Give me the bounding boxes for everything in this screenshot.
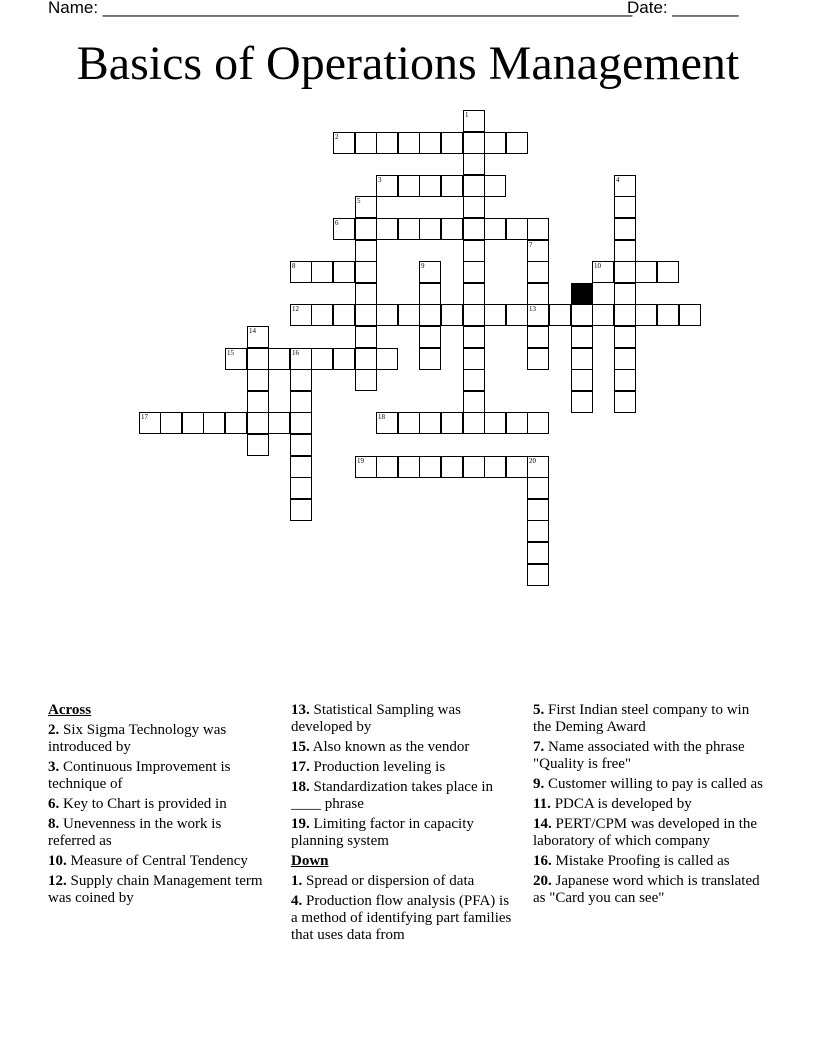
crossword-cell[interactable] (355, 283, 377, 305)
crossword-cell[interactable] (527, 218, 549, 240)
crossword-cell[interactable] (463, 132, 485, 154)
crossword-cell[interactable] (203, 412, 225, 434)
crossword-cell[interactable] (463, 153, 485, 175)
crossword-cell[interactable] (355, 348, 377, 370)
across-clue-list-part-2 (291, 702, 517, 850)
crossword-cell[interactable] (571, 391, 593, 413)
crossword-cell[interactable] (463, 369, 485, 391)
clue-text: Unevenness in the work is referred as (48, 816, 222, 849)
crossword-cell[interactable] (333, 218, 355, 240)
crossword-cell[interactable] (268, 412, 290, 434)
crossword-cell[interactable] (484, 175, 506, 197)
crossword-cell[interactable] (527, 240, 549, 262)
crossword-cell[interactable] (419, 456, 441, 478)
crossword-cell[interactable] (614, 175, 636, 197)
cell-number: 16 (292, 349, 299, 357)
crossword-cell[interactable] (247, 369, 269, 391)
across-clue-list-part-1 (48, 722, 268, 907)
crossword-cell[interactable] (614, 218, 636, 240)
across-clue-17 (291, 759, 517, 776)
crossword-cell[interactable] (614, 283, 636, 305)
clue-text: Name associated with the phrase "Quality is free" (533, 739, 745, 772)
crossword-cell[interactable] (527, 283, 549, 305)
clue-number: 17. (291, 759, 310, 775)
clue-text: Production leveling is (309, 759, 446, 775)
down-clue-7 (533, 739, 763, 773)
crossword-cell[interactable] (311, 304, 333, 326)
crossword-cell[interactable] (247, 326, 269, 348)
crossword-cell[interactable] (311, 261, 333, 283)
crossword-cell[interactable] (355, 369, 377, 391)
crossword-cell[interactable] (571, 369, 593, 391)
clue-number: 7. (533, 739, 545, 755)
crossword-cell[interactable] (268, 348, 290, 370)
cell-number: 8 (292, 262, 296, 270)
crossword-cell[interactable] (290, 261, 312, 283)
crossword-cell[interactable] (463, 283, 485, 305)
crossword-cell[interactable] (290, 434, 312, 456)
cell-number: 10 (594, 262, 601, 270)
crossword-cell[interactable] (614, 196, 636, 218)
clue-text: Continuous Improvement is technique of (48, 759, 231, 792)
across-clue-12 (48, 873, 268, 907)
down-clue-20 (533, 873, 763, 907)
crossword-cell[interactable] (398, 304, 420, 326)
crossword-cell[interactable] (463, 456, 485, 478)
clue-text: Measure of Central Tendency (66, 853, 248, 869)
clue-number: 15. (291, 739, 310, 755)
down-clue-list-part-2 (533, 702, 763, 907)
crossword-cell[interactable] (290, 499, 312, 521)
crossword-cell[interactable] (419, 348, 441, 370)
crossword-cell[interactable] (527, 456, 549, 478)
cell-number: 17 (141, 413, 148, 421)
clue-number: 5. (533, 702, 545, 718)
crossword-cell[interactable] (614, 326, 636, 348)
clue-text: Production flow analysis (PFA) is a method of identifying part families that uses data from (291, 893, 512, 943)
crossword-cell[interactable] (463, 412, 485, 434)
down-clue-9 (533, 776, 763, 793)
crossword-cell[interactable] (635, 261, 657, 283)
cell-number: 6 (335, 219, 339, 227)
across-clue-15 (291, 739, 517, 756)
crossword-cell[interactable] (614, 369, 636, 391)
clue-number: 2. (48, 722, 60, 738)
crossword-cell[interactable] (592, 261, 614, 283)
cell-number: 1 (465, 111, 469, 119)
clue-text: PDCA is developed by (550, 796, 692, 812)
crossword-cell[interactable] (290, 348, 312, 370)
cell-number: 7 (529, 241, 533, 249)
crossword-cell[interactable] (355, 456, 377, 478)
crossword-cell[interactable] (506, 132, 528, 154)
crossword-cell[interactable] (355, 304, 377, 326)
crossword-cell[interactable] (463, 391, 485, 413)
crossword-cell[interactable] (419, 326, 441, 348)
clue-text: Supply chain Management term was coined by (48, 873, 263, 906)
crossword-cell[interactable] (290, 304, 312, 326)
crossword-cell[interactable] (506, 218, 528, 240)
crossword-cell[interactable] (527, 520, 549, 542)
crossword-cell[interactable] (398, 218, 420, 240)
clue-text: Also known as the vendor (309, 739, 470, 755)
crossword-cell[interactable] (463, 348, 485, 370)
down-clue-1 (291, 873, 517, 890)
cell-number: 13 (529, 305, 536, 313)
down-clue-4 (291, 893, 517, 944)
crossword-cell[interactable] (376, 218, 398, 240)
down-clue-16 (533, 853, 763, 870)
crossword-cell[interactable] (419, 304, 441, 326)
crossword-cell[interactable] (355, 218, 377, 240)
down-clue-5 (533, 702, 763, 736)
cell-number: 3 (378, 176, 382, 184)
crossword-cell[interactable] (419, 175, 441, 197)
clue-text: Mistake Proofing is called as (551, 853, 730, 869)
crossword-cell[interactable] (527, 412, 549, 434)
crossword-cell[interactable] (463, 261, 485, 283)
crossword-cell[interactable] (484, 218, 506, 240)
across-clue-3 (48, 759, 268, 793)
crossword-cell[interactable] (549, 304, 571, 326)
crossword-cell[interactable] (355, 326, 377, 348)
clues-column-3 (533, 702, 763, 910)
crossword-cell[interactable] (419, 261, 441, 283)
down-clue-11 (533, 796, 763, 813)
crossword-cell[interactable] (398, 132, 420, 154)
crossword-cell[interactable] (484, 304, 506, 326)
page-title: Basics of Operations Management (76, 37, 740, 90)
clue-text: Limiting factor in capacity planning system (291, 816, 474, 849)
crossword-cell[interactable] (333, 304, 355, 326)
clue-number: 14. (533, 816, 552, 832)
cell-number: 4 (616, 176, 620, 184)
crossword-cell[interactable] (657, 304, 679, 326)
crossword-cell[interactable] (290, 456, 312, 478)
crossword-cell[interactable] (527, 304, 549, 326)
crossword-cell[interactable] (571, 348, 593, 370)
crossword-cell[interactable] (139, 412, 161, 434)
crossword-cell[interactable] (527, 326, 549, 348)
crossword-cell[interactable] (247, 391, 269, 413)
crossword-cell[interactable] (355, 196, 377, 218)
date-field-label[interactable]: Date: _______ (627, 0, 739, 17)
clue-number: 19. (291, 816, 310, 832)
crossword-cell[interactable] (333, 132, 355, 154)
clue-number: 3. (48, 759, 60, 775)
crossword-cell[interactable] (398, 175, 420, 197)
clue-text: Key to Chart is provided in (59, 796, 227, 812)
crossword-cell[interactable] (247, 412, 269, 434)
crossword-cell[interactable] (182, 412, 204, 434)
clue-number: 4. (291, 893, 303, 909)
crossword-cell[interactable] (441, 175, 463, 197)
clue-text: Spread or dispersion of data (302, 873, 475, 889)
crossword-cell[interactable] (527, 261, 549, 283)
cell-number: 9 (421, 262, 425, 270)
crossword-cell[interactable] (614, 240, 636, 262)
crossword-cell[interactable] (679, 304, 701, 326)
crossword-cell[interactable] (614, 304, 636, 326)
crossword-cell[interactable] (376, 456, 398, 478)
name-field-label[interactable]: Name: ________________________________________________________ (48, 0, 633, 17)
across-clue-19 (291, 816, 517, 850)
crossword-cell[interactable] (527, 564, 549, 586)
down-heading: Down (291, 853, 329, 869)
crossword-cell[interactable] (614, 391, 636, 413)
crossword-cell[interactable] (484, 412, 506, 434)
crossword-cell[interactable] (419, 283, 441, 305)
clues-column-1 (48, 702, 268, 910)
down-clue-list-part-1 (291, 873, 517, 944)
crossword-cell[interactable] (290, 391, 312, 413)
crossword-cell[interactable] (376, 132, 398, 154)
crossword-cell[interactable] (419, 412, 441, 434)
crossword-cell[interactable] (398, 412, 420, 434)
cell-number: 14 (249, 327, 256, 335)
crossword-cell[interactable] (225, 412, 247, 434)
clue-number: 9. (533, 776, 545, 792)
crossword-cell[interactable] (506, 304, 528, 326)
across-clue-6 (48, 796, 268, 813)
clue-text: Customer willing to pay is called as (544, 776, 763, 792)
crossword-cell[interactable] (592, 304, 614, 326)
crossword-cell[interactable] (376, 412, 398, 434)
crossword-cell[interactable] (506, 412, 528, 434)
crossword-cell[interactable] (463, 304, 485, 326)
clue-number: 1. (291, 873, 303, 889)
cell-number: 12 (292, 305, 299, 313)
cell-number: 19 (357, 457, 364, 465)
crossword-cell[interactable] (441, 132, 463, 154)
crossword-cell[interactable] (463, 196, 485, 218)
crossword-cell[interactable] (484, 456, 506, 478)
clue-text: First Indian steel company to win the Deming Award (533, 702, 750, 735)
cell-number: 20 (529, 457, 536, 465)
crossword-cell[interactable] (484, 132, 506, 154)
clue-text: Standardization takes place in ____ phrase (291, 779, 494, 812)
cell-number: 15 (227, 349, 234, 357)
crossword-cell[interactable] (311, 348, 333, 370)
crossword-cell[interactable] (614, 348, 636, 370)
clue-text: Statistical Sampling was developed by (291, 702, 461, 735)
crossword-cell[interactable] (398, 456, 420, 478)
crossword-cell[interactable] (290, 412, 312, 434)
clue-number: 13. (291, 702, 310, 718)
clue-number: 6. (48, 796, 60, 812)
clue-text: PERT/CPM was developed in the laboratory of which company (533, 816, 758, 849)
clue-number: 10. (48, 853, 67, 869)
crossword-cell[interactable] (463, 218, 485, 240)
across-clue-2 (48, 722, 268, 756)
crossword-cell[interactable] (463, 326, 485, 348)
crossword-cell[interactable] (527, 542, 549, 564)
clues-column-2 (291, 702, 517, 947)
clue-number: 16. (533, 853, 552, 869)
clue-number: 11. (533, 796, 551, 812)
clue-number: 8. (48, 816, 60, 832)
crossword-cell[interactable] (614, 261, 636, 283)
crossword-cell[interactable] (441, 218, 463, 240)
crossword-cell[interactable] (463, 175, 485, 197)
crossword-cell[interactable] (247, 434, 269, 456)
blocked-cell (571, 283, 593, 305)
crossword-cell[interactable] (333, 348, 355, 370)
across-heading: Across (48, 702, 92, 718)
crossword-cell[interactable] (657, 261, 679, 283)
crossword-cell[interactable] (571, 304, 593, 326)
crossword-cell[interactable] (376, 304, 398, 326)
crossword-cell[interactable] (463, 110, 485, 132)
crossword-cell[interactable] (506, 456, 528, 478)
across-clue-8 (48, 816, 268, 850)
crossword-cell[interactable] (441, 412, 463, 434)
across-clue-18 (291, 779, 517, 813)
header-line (48, 0, 748, 22)
crossword-cell[interactable] (376, 348, 398, 370)
crossword-cell[interactable] (355, 240, 377, 262)
crossword-cell[interactable] (376, 175, 398, 197)
crossword-cell[interactable] (333, 261, 355, 283)
crossword-cell[interactable] (441, 304, 463, 326)
cell-number: 2 (335, 133, 339, 141)
crossword-cell[interactable] (247, 348, 269, 370)
crossword-cell[interactable] (527, 477, 549, 499)
crossword-cell[interactable] (290, 477, 312, 499)
crossword-cell[interactable] (527, 348, 549, 370)
clue-number: 20. (533, 873, 552, 889)
crossword-cell[interactable] (527, 499, 549, 521)
crossword-cell[interactable] (355, 261, 377, 283)
clue-number: 18. (291, 779, 310, 795)
cell-number: 18 (378, 413, 385, 421)
crossword-cell[interactable] (290, 369, 312, 391)
crossword-cell[interactable] (571, 326, 593, 348)
clue-number: 12. (48, 873, 67, 889)
crossword-cell[interactable] (441, 456, 463, 478)
crossword-cell[interactable] (419, 132, 441, 154)
across-clue-13 (291, 702, 517, 736)
crossword-cell[interactable] (635, 304, 657, 326)
clue-text: Six Sigma Technology was introduced by (48, 722, 227, 755)
crossword-cell[interactable] (160, 412, 182, 434)
across-clue-10 (48, 853, 268, 870)
crossword-cell[interactable] (225, 348, 247, 370)
down-clue-14 (533, 816, 763, 850)
crossword-cell[interactable] (355, 132, 377, 154)
cell-number: 5 (357, 197, 361, 205)
crossword-cell[interactable] (463, 240, 485, 262)
clue-text: Japanese word which is translated as "Card you can see" (533, 873, 760, 906)
crossword-cell[interactable] (419, 218, 441, 240)
